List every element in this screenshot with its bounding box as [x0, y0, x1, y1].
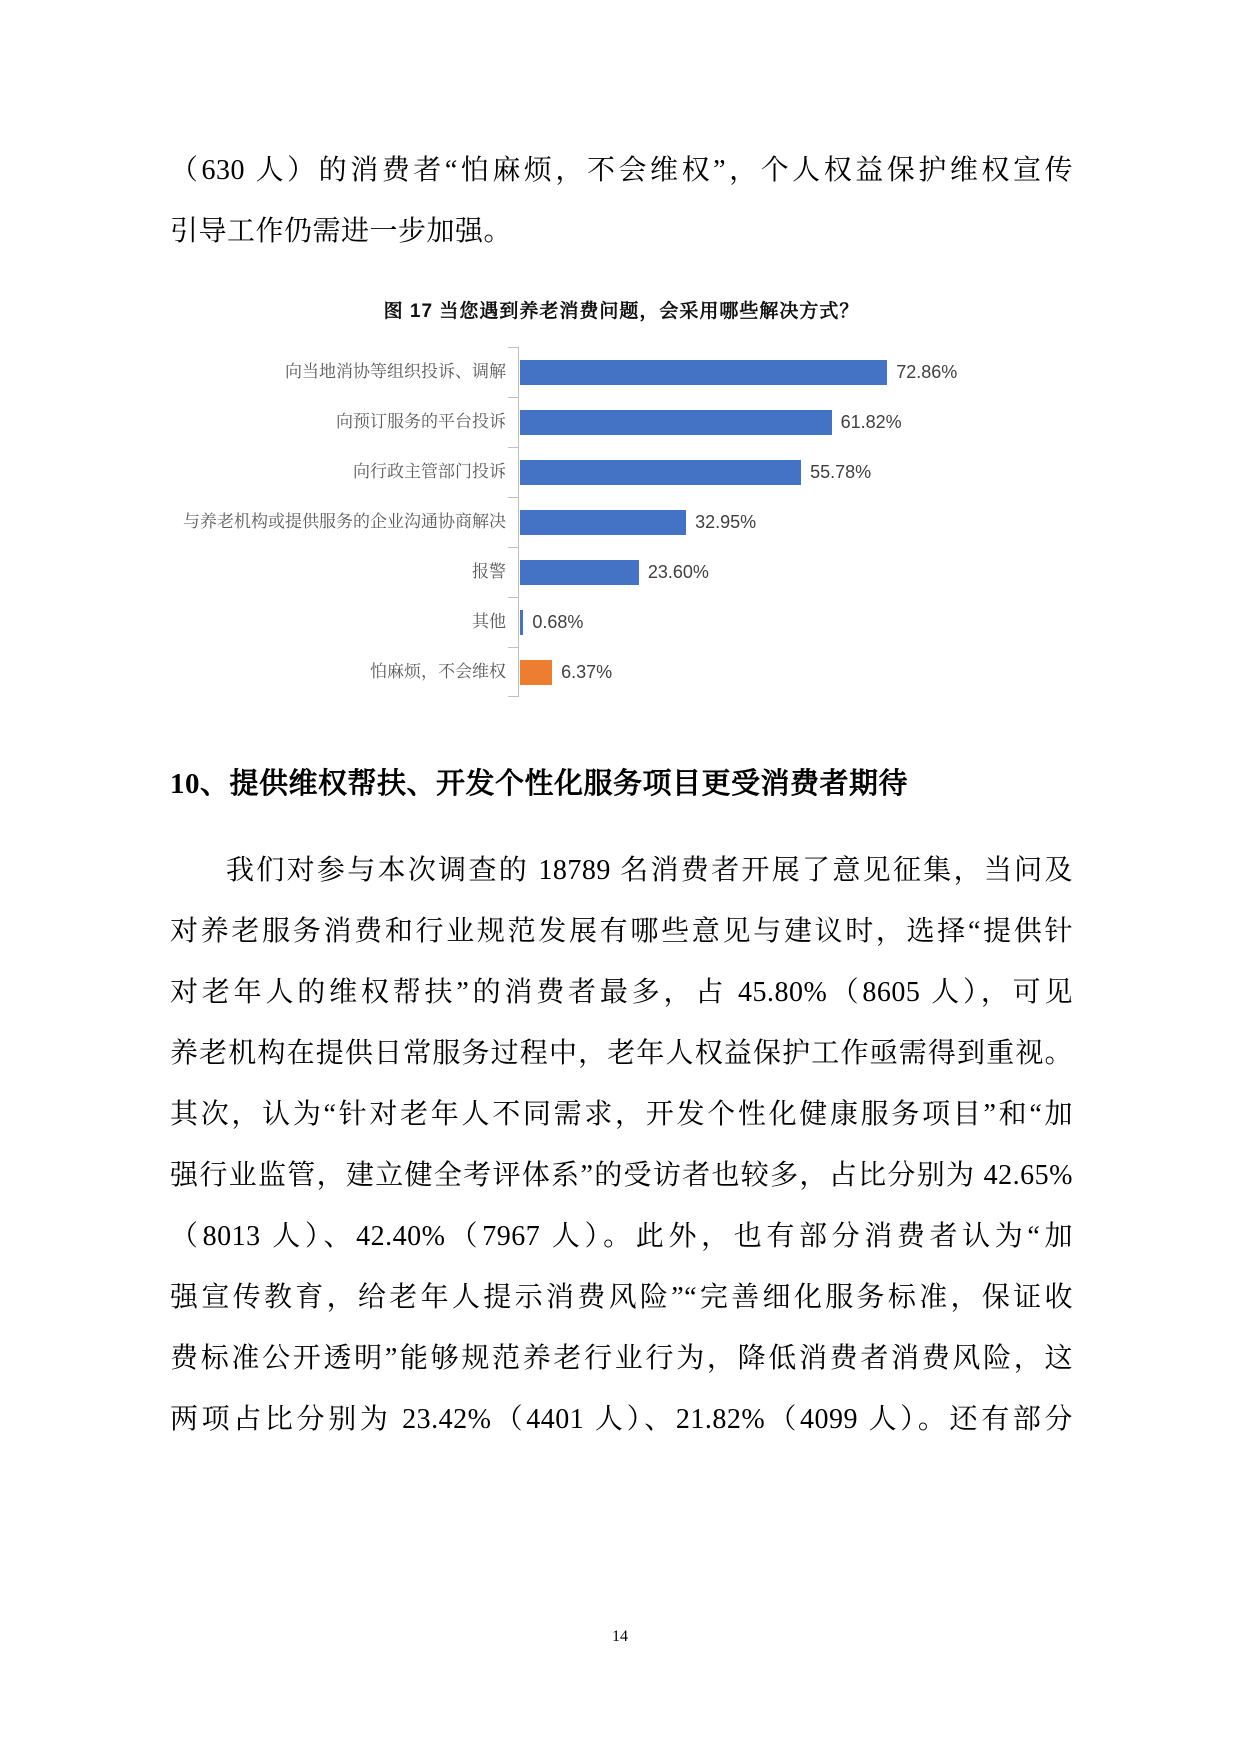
category-label: 向行政主管部门投诉	[353, 461, 506, 481]
value-label: 23.60%	[647, 561, 709, 582]
body-line: （8013 人）、42.40%（7967 人）。此外，也有部分消费者认为“加	[170, 1221, 1073, 1252]
chart-title: 图 17 当您遇到养老消费问题，会采用哪些解决方式？	[383, 301, 860, 322]
category-label: 怕麻烦，不会维权	[370, 661, 506, 681]
value-label: 0.68%	[532, 611, 584, 632]
axis-tick	[508, 547, 518, 548]
intro-paragraph	[170, 140, 1073, 262]
chart-row	[170, 547, 1073, 597]
value-label: 32.95%	[695, 511, 757, 532]
body-line: 对养老服务消费和行业规范发展有哪些意见与建议时，选择“提供针	[170, 916, 1073, 947]
section-heading: 10、提供维权帮扶、开发个性化服务项目更受消费者期待	[170, 768, 909, 800]
bar	[520, 410, 832, 435]
bar-area	[518, 447, 1073, 497]
chart-row	[170, 447, 1073, 497]
bar-area	[518, 597, 1073, 647]
body-paragraph	[170, 840, 1073, 1450]
chart-row	[170, 347, 1073, 397]
bar-area	[518, 347, 1073, 397]
page-number: 14	[612, 1628, 628, 1645]
axis-tick	[508, 447, 518, 448]
bar	[520, 460, 801, 485]
body-line: 两项占比分别为 23.42%（4401 人）、21.82%（4099 人）。还有部分	[170, 1404, 1073, 1435]
bar	[520, 360, 887, 385]
intro-line: （630 人）的消费者“怕麻烦，不会维权”，个人权益保护维权宣传	[170, 155, 1073, 186]
bar	[520, 660, 552, 685]
intro-line: 引导工作仍需进一步加强。	[170, 216, 513, 247]
chart-row	[170, 497, 1073, 547]
category-label: 与养老机构或提供服务的企业沟通协商解决	[183, 511, 506, 531]
axis-tick	[508, 347, 518, 348]
value-label: 61.82%	[840, 411, 902, 432]
chart-row	[170, 597, 1073, 647]
bar	[520, 560, 639, 585]
value-label: 72.86%	[896, 361, 958, 382]
category-label: 向预订服务的平台投诉	[336, 411, 506, 431]
axis-tick	[508, 497, 518, 498]
chart-row	[170, 397, 1073, 447]
category-label: 向当地消协等组织投诉、调解	[285, 361, 506, 381]
bar-area	[518, 647, 1073, 697]
category-label: 其他	[472, 611, 506, 631]
bar-area	[518, 397, 1073, 447]
body-line: 对老年人的维权帮扶”的消费者最多，占 45.80%（8605 人），可见	[170, 977, 1073, 1008]
axis-tick	[508, 597, 518, 598]
body-line: 费标准公开透明”能够规范养老行业行为，降低消费者消费风险，这	[170, 1343, 1073, 1374]
bar-area	[518, 497, 1073, 547]
body-line: 其次，认为“针对老年人不同需求，开发个性化健康服务项目”和“加	[170, 1099, 1073, 1130]
value-label: 6.37%	[561, 661, 613, 682]
body-line: 养老机构在提供日常服务过程中，老年人权益保护工作亟需得到重视。	[170, 1038, 1073, 1069]
bar-chart	[170, 347, 1073, 697]
category-label: 报警	[472, 561, 506, 581]
bar-area	[518, 547, 1073, 597]
chart-row	[170, 647, 1073, 697]
bar	[520, 610, 523, 635]
figure-17	[170, 296, 1073, 697]
axis-tick	[508, 647, 518, 648]
axis-tick	[508, 397, 518, 398]
body-line: 强宣传教育，给老年人提示消费风险”“完善细化服务标准，保证收	[170, 1282, 1073, 1313]
value-label: 55.78%	[810, 461, 872, 482]
bar	[520, 510, 686, 535]
body-line: 强行业监管，建立健全考评体系”的受访者也较多，占比分别为 42.65%	[170, 1160, 1073, 1191]
body-line: 我们对参与本次调查的 18789 名消费者开展了意见征集，当问及	[226, 855, 1073, 886]
